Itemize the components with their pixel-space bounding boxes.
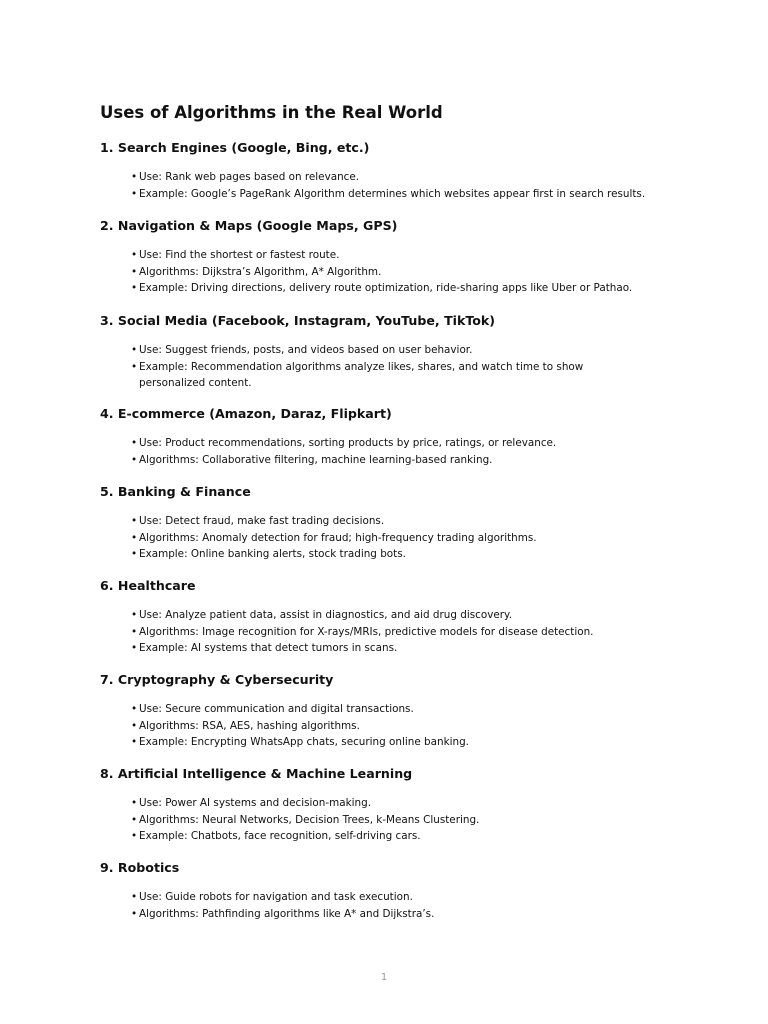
bullet-text: Example: Encrypting WhatsApp chats, securing online banking.	[139, 736, 469, 749]
bullet-icon: •	[131, 891, 138, 903]
bullet-icon: •	[131, 187, 138, 200]
bullet-text: Example: Driving directions, delivery route optimization, ride-sharing apps like Uber or Pathao.	[139, 282, 633, 295]
bullet-item	[131, 186, 699, 203]
bullet-text: Algorithms: Anomaly detection for fraud; high-frequency trading algorithms.	[139, 531, 537, 544]
bullet-icon: •	[131, 719, 138, 732]
bullet-icon: •	[131, 344, 138, 356]
bullet-item	[131, 607, 699, 624]
bullet-list	[100, 607, 700, 657]
bullet-text: Use: Product recommendations, sorting products by price, ratings, or relevance.	[139, 437, 557, 449]
bullet-text: Example: Google’s PageRank Algorithm determines which websites appear first in search results.	[139, 187, 646, 200]
bullet-icon: •	[131, 282, 138, 295]
section-heading: 3. Social Media (Facebook, Instagram, YouTube, TikTok)	[100, 313, 496, 328]
bullet-text: Algorithms: Pathfinding algorithms like A* and Dijkstra’s.	[139, 907, 435, 920]
bullet-text: Use: Power AI systems and decision-making.	[139, 797, 371, 809]
section-heading: 5. Banking & Finance	[100, 484, 251, 499]
bullet-item	[131, 546, 699, 563]
bullet-icon: •	[131, 736, 138, 749]
section-social-media	[100, 312, 700, 392]
section-healthcare	[100, 577, 700, 657]
bullet-text: Algorithms: Collaborative filtering, machine learning-based ranking.	[139, 453, 493, 466]
bullet-icon: •	[131, 453, 138, 466]
bullet-list	[100, 795, 700, 845]
bullet-item	[131, 795, 699, 812]
bullet-item	[131, 513, 699, 530]
bullet-item	[131, 734, 699, 751]
section-heading: 1. Search Engines (Google, Bing, etc.)	[100, 140, 370, 155]
bullet-text: Example: Online banking alerts, stock trading bots.	[139, 548, 406, 561]
section-e-commerce	[100, 405, 700, 468]
bullet-item	[131, 530, 699, 547]
bullet-list	[100, 701, 700, 751]
section-heading: 8. Artificial Intelligence & Machine Learning	[100, 766, 413, 781]
bullet-text: Use: Detect fraud, make fast trading decisions.	[139, 515, 385, 527]
bullet-text: Use: Rank web pages based on relevance.	[139, 171, 360, 183]
bullet-item	[131, 342, 699, 359]
bullet-icon: •	[131, 797, 138, 809]
bullet-list	[100, 247, 700, 297]
bullet-text: Example: Chatbots, face recognition, self-driving cars.	[139, 830, 421, 843]
bullet-icon: •	[131, 609, 138, 621]
bullet-text: Use: Secure communication and digital transactions.	[139, 703, 414, 715]
document-title: Uses of Algorithms in the Real World	[100, 103, 443, 122]
bullet-item	[131, 247, 699, 264]
bullet-list	[100, 342, 700, 392]
bullet-icon: •	[131, 265, 138, 278]
bullet-icon: •	[131, 907, 138, 920]
bullet-text: Use: Suggest friends, posts, and videos based on user behavior.	[139, 344, 473, 356]
bullet-text: Use: Guide robots for navigation and task execution.	[139, 891, 413, 903]
bullet-icon: •	[131, 830, 138, 843]
section-heading: 2. Navigation & Maps (Google Maps, GPS)	[100, 218, 398, 233]
bullet-item	[131, 640, 699, 657]
section-ai-machine-learning	[100, 765, 700, 845]
bullet-item	[131, 906, 699, 923]
bullet-text: Example: AI systems that detect tumors in scans.	[139, 642, 398, 655]
bullet-text: Algorithms: Dijkstra’s Algorithm, A* Algorithm.	[139, 265, 382, 278]
bullet-text: Algorithms: RSA, AES, hashing algorithms.	[139, 719, 360, 732]
bullet-text: Use: Analyze patient data, assist in diagnostics, and aid drug discovery.	[139, 609, 512, 621]
section-robotics	[100, 859, 700, 922]
bullet-text: Example: Recommendation algorithms analyze likes, shares, and watch time to show personalized content.	[139, 360, 584, 390]
bullet-text: Algorithms: Image recognition for X-rays/MRIs, predictive models for disease detection.	[139, 625, 594, 638]
section-navigation-maps	[100, 217, 700, 297]
section-search-engines	[100, 139, 700, 202]
bullet-icon: •	[131, 548, 138, 561]
bullet-icon: •	[131, 437, 138, 449]
bullet-icon: •	[131, 360, 138, 373]
bullet-text: Use: Find the shortest or fastest route.	[139, 249, 340, 261]
bullet-list	[100, 889, 700, 922]
bullet-item	[131, 264, 699, 281]
bullet-icon: •	[131, 249, 138, 261]
bullet-icon: •	[131, 703, 138, 715]
bullet-list	[100, 435, 700, 468]
bullet-icon: •	[131, 515, 138, 527]
bullet-item	[131, 828, 699, 845]
bullet-item	[131, 359, 619, 392]
section-heading: 6. Healthcare	[100, 578, 196, 593]
page-number: 1	[380, 972, 388, 983]
bullet-item	[131, 624, 699, 641]
bullet-item	[131, 169, 699, 186]
bullet-icon: •	[131, 625, 138, 638]
section-heading: 9. Robotics	[100, 860, 180, 875]
section-banking-finance	[100, 483, 700, 563]
bullet-item	[131, 435, 699, 452]
bullet-list	[100, 169, 700, 202]
bullet-list	[100, 513, 700, 563]
bullet-icon: •	[131, 171, 138, 183]
bullet-text: Algorithms: Neural Networks, Decision Trees, k-Means Clustering.	[139, 813, 480, 826]
bullet-item	[131, 718, 699, 735]
bullet-icon: •	[131, 642, 138, 655]
bullet-icon: •	[131, 813, 138, 826]
bullet-item	[131, 701, 699, 718]
section-heading: 4. E-commerce (Amazon, Daraz, Flipkart)	[100, 406, 392, 421]
section-cryptography-cybersecurity	[100, 671, 700, 751]
section-heading: 7. Cryptography & Cybersecurity	[100, 672, 334, 687]
bullet-icon: •	[131, 531, 138, 544]
bullet-item	[131, 812, 699, 829]
bullet-item	[131, 452, 699, 469]
bullet-item	[131, 280, 699, 297]
bullet-item	[131, 889, 699, 906]
